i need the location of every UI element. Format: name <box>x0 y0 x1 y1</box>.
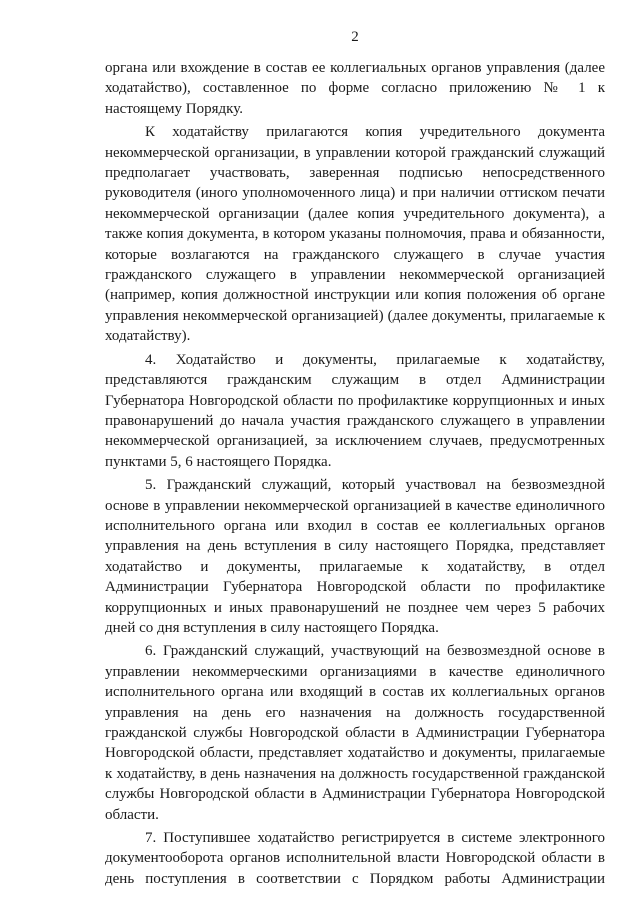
paragraph-item-4: 4. Ходатайство и документы, прилагаемые к ходатайству, представляются гражданским служащим в отдел Администрации Губернатора Новгородской области по профилактике коррупционных и иных правонарушений до начала участия гражданского служащего в управлении некоммерческой организацией, за исключением случаев, предусмотренных пунктами 5, 6 настоящего Порядка. <box>105 351 605 470</box>
page-number: 2 <box>351 29 359 45</box>
paragraph-attached-documents: К ходатайству прилагаются копия учредительного документа некоммерческой организации, в управлении которой гражданский служащий предполагает участвовать, заверенная подписью непосредственного руководителя (иного уполномоченного лица) и при наличии оттиском печати некоммерческой организации (далее копия учредительного документа), а также копия документа, в котором указаны полномочия, права и обязанности, которые возлагаются на гражданского служащего в случае участия гражданского служащего в управлении некоммерческой организацией (например, копия должностной инструкции или копия положения об органе управления некоммерческой организацией) (далее документы, прилагаемые к ходатайству). <box>105 124 605 345</box>
paragraph-item-5: 5. Гражданский служащий, который участвовал на безвозмездной основе в управлении некоммерческой организацией в качестве единоличного исполнительного органа или входил в состав ее коллегиальных органов управления на день вступления в силу настоящего Порядка, представляет ходатайство и документы, прилагаемые к ходатайству, в отдел Администрации Губернатора Новгородской области по профилактике коррупционных и иных правонарушений не позднее чем через 5 рабочих дней со дня вступления в силу настоящего Порядка. <box>105 477 605 636</box>
document-body <box>105 58 605 889</box>
paragraph-continuation: органа или вхождение в состав ее коллегиальных органов управления (далее ходатайство), составленное по форме согласно приложению № 1 к настоящему Порядку. <box>105 60 605 117</box>
paragraph-item-7: 7. Поступившее ходатайство регистрируется в системе электронного документооборота органов исполнительной власти Новгородской области в день поступления в соответствии с Порядком работы Администрации <box>105 830 605 887</box>
paragraph-item-6: 6. Гражданский служащий, участвующий на безвозмездной основе в управлении некоммерческими организациями в качестве единоличного исполнительного органа или входящий в состав их коллегиальных органов управления на день его назначения на должность государственной гражданской службы Новгородской области в Администрации Губернатора Новгородской области, представляет ходатайство и документы, прилагаемые к ходатайству, в день назначения на должность государственной гражданской службы Новгородской области в Администрации Губернатора Новгородской области. <box>105 643 605 823</box>
